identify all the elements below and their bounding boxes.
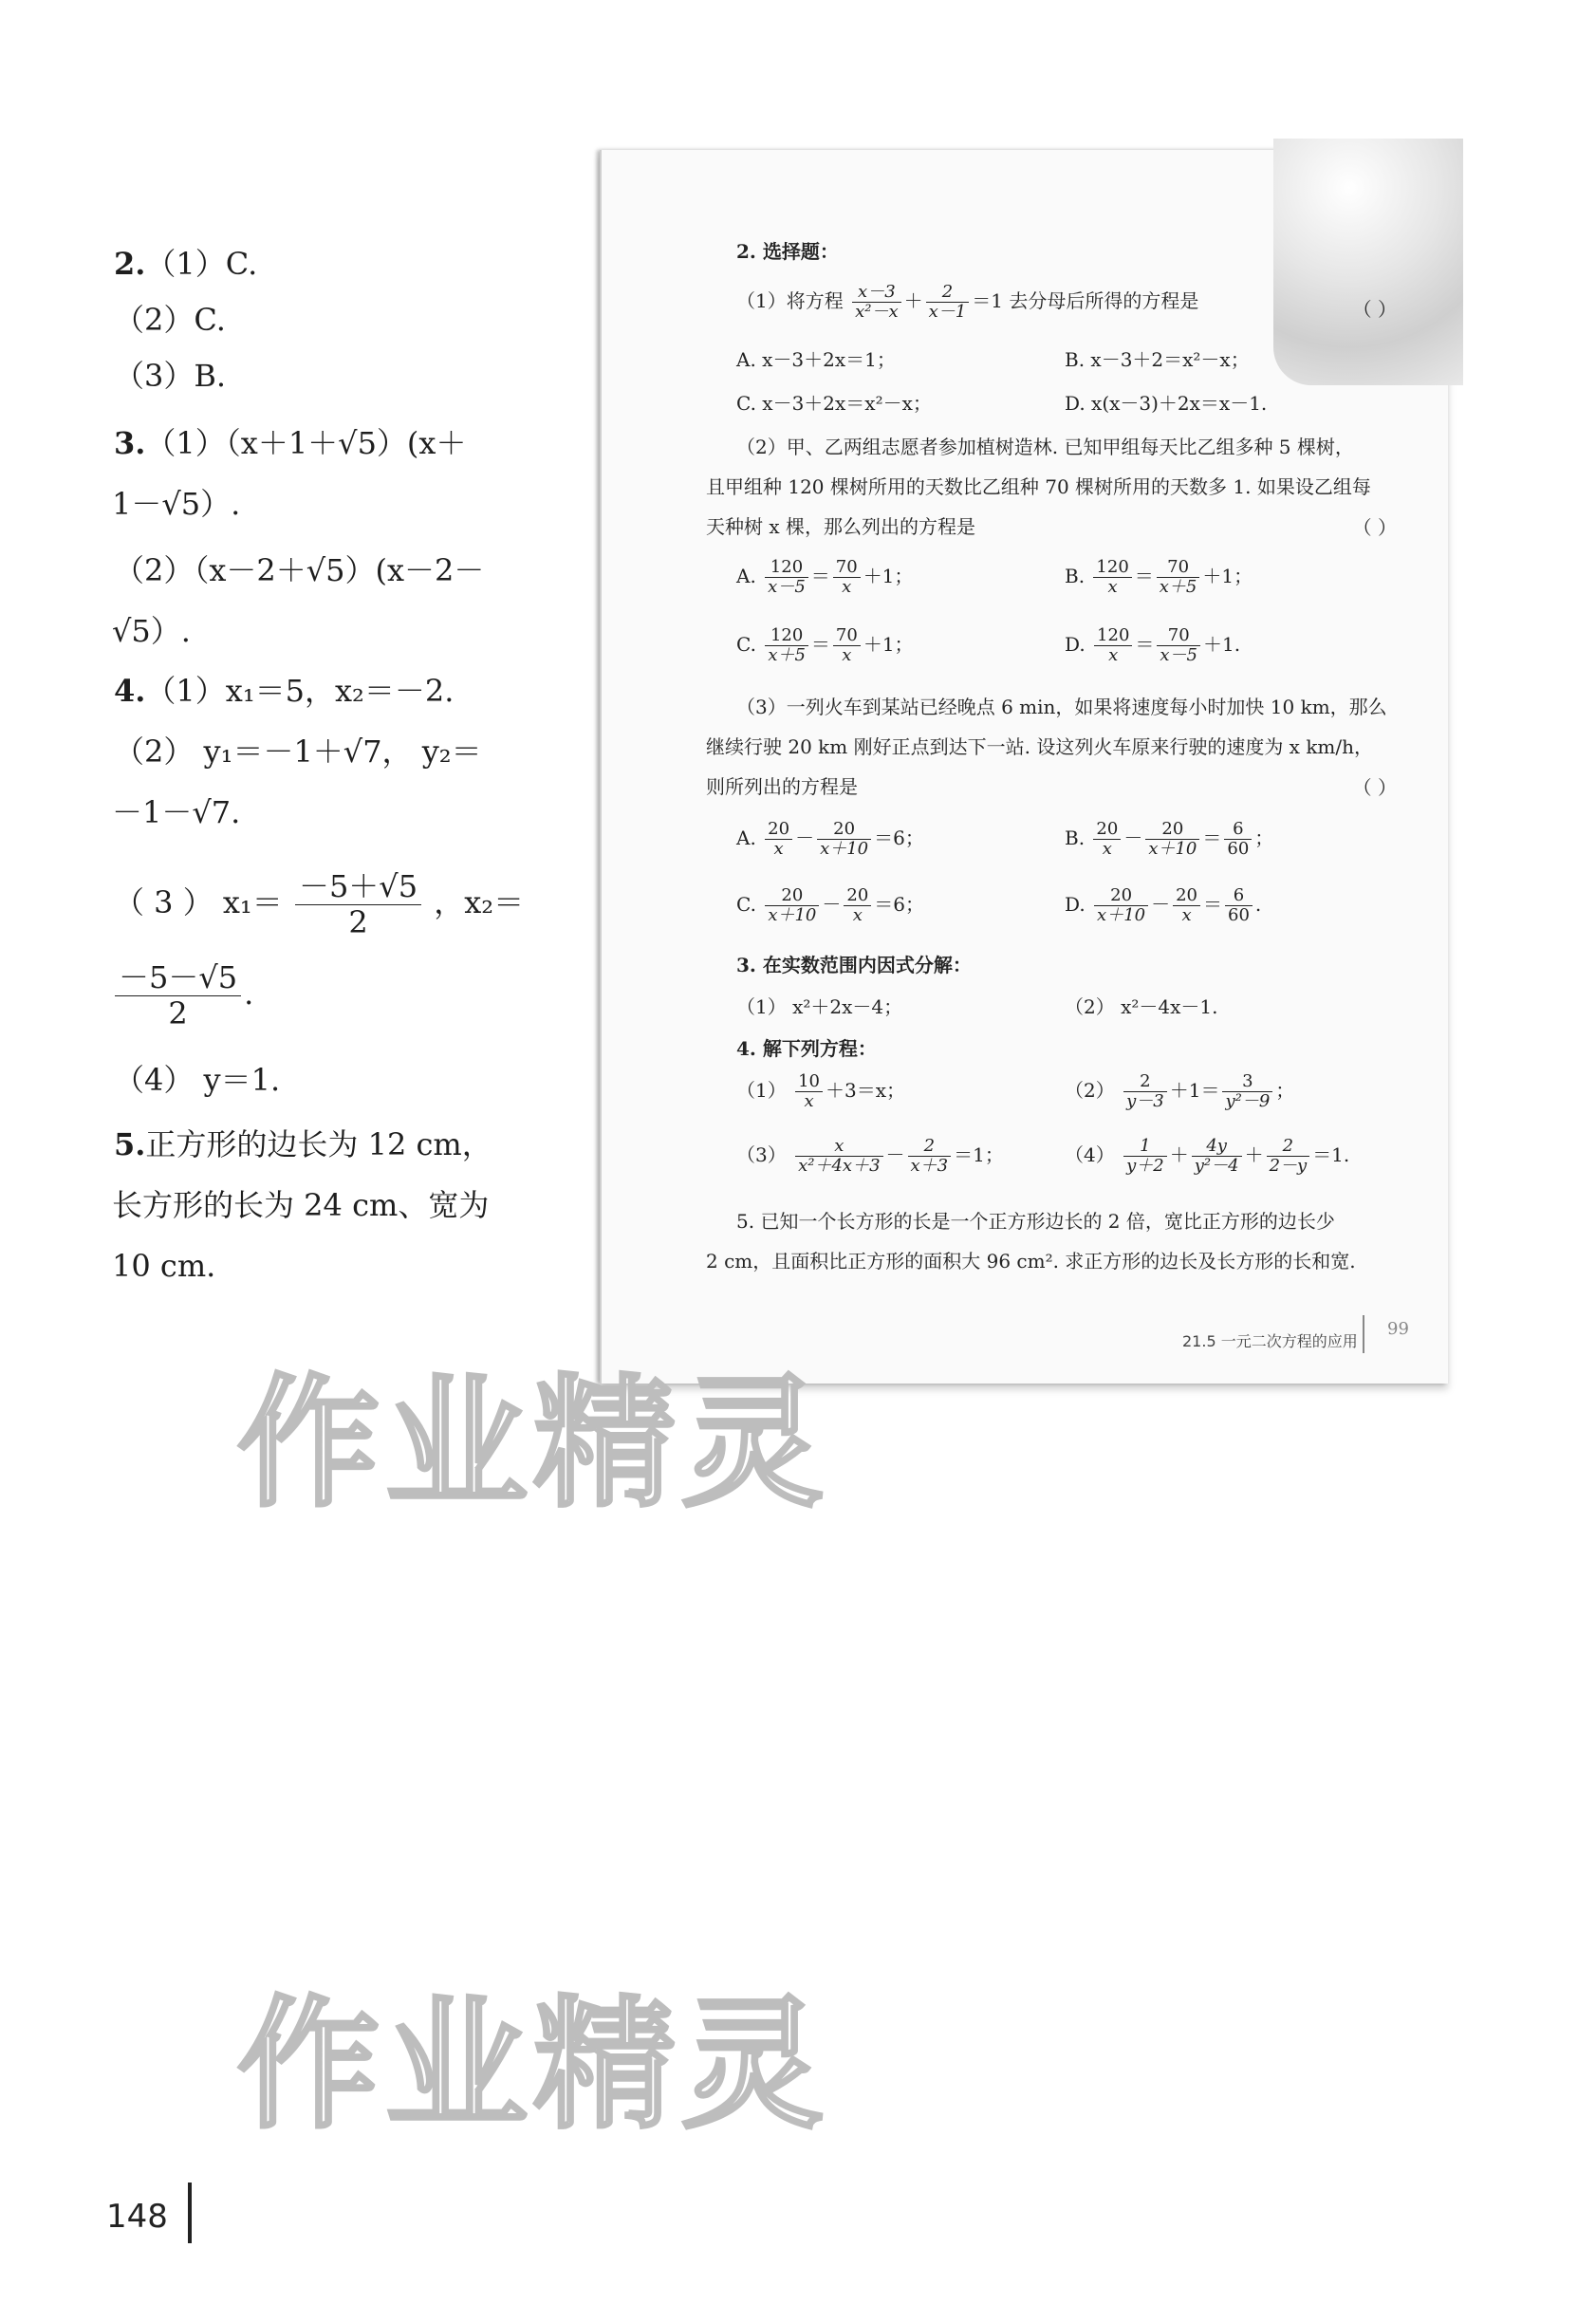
answer-4-2: （2） y₁＝－1＋√7， y₂＝ [114, 734, 482, 770]
footer-section-title: 21.5 一元二次方程的应用 [1182, 1332, 1358, 1350]
fraction: $\frac{1}{y+2}$ [1123, 1137, 1167, 1176]
answer-3-2: （2）（x－2＋√5）(x－2－ [114, 552, 485, 588]
answer-blank: （ ） [1352, 298, 1397, 321]
problem-2-3-line-3: 则所列出的方程是 [706, 775, 858, 798]
problem-2-2-line-2: 且甲组种 120 棵树所用的天数比乙组种 70 棵树所用的天数多 1. 如果设乙组每 [706, 475, 1371, 498]
page-corner-decoration [1273, 139, 1463, 385]
option-2-2-a: A. $\frac{120}{x-5}$ ＝ $\frac{70}{x}$ ＋1； [736, 557, 914, 597]
answer-4-3: （ 3 ） x₁＝ $\frac{-5+√5}{2}$ ，x₂＝ [114, 868, 525, 940]
page-number-bar [188, 2183, 192, 2243]
answer-2-2: （2）C. [114, 302, 226, 338]
textbook-page [600, 150, 1448, 1384]
problem-2-2-line-3: 天种树 x 棵，那么列出的方程是 [706, 515, 975, 538]
problem-3-2: （2） x²－4x－1. [1065, 995, 1218, 1018]
option-2-1-d: D. x(x－3)＋2x＝x－1. [1065, 392, 1268, 415]
option-2-2-d: D. $\frac{120}{x}$ ＝ $\frac{70}{x-5}$ ＋1. [1065, 625, 1241, 665]
problem-3-1: （1） x²＋2x－4； [736, 995, 903, 1018]
answer-5-cont-2: 10 cm. [112, 1248, 216, 1284]
watermark: 作业精灵 [237, 1362, 830, 1527]
option-2-1-c: C. x－3＋2x＝x²－x； [736, 392, 932, 415]
fraction: $\frac{2}{2-y}$ [1267, 1137, 1310, 1176]
section-3-heading: 3. 在实数范围内因式分解： [736, 954, 972, 976]
answer-3-2-cont: √5）. [112, 613, 191, 649]
answer-4-2-cont: －1－√7. [112, 794, 241, 830]
fraction: $\frac{2}{y-3}$ [1123, 1072, 1167, 1111]
answer-5-cont-1: 长方形的长为 24 cm、宽为 [112, 1187, 490, 1223]
fraction: $\frac{2}{x+3}$ [908, 1137, 952, 1176]
fraction: $\frac{-5-√5}{2}$ [115, 960, 241, 1031]
fraction: $\frac{6}{60}$ [1225, 886, 1253, 925]
answer-4-1: 4.（1）x₁＝5，x₂＝－2. [114, 673, 455, 709]
fraction: $\frac{120}{x}$ [1094, 626, 1132, 665]
option-2-1-b: B. x－3＋2＝x²－x； [1065, 348, 1250, 371]
problem-4-2: （2） $\frac{2}{y-3}$ ＋1＝ $\frac{3}{\text{y²－9}}$ ； [1065, 1071, 1295, 1111]
fraction: $\frac{70}{x}$ [833, 626, 861, 665]
fraction: $\frac{6}{60}$ [1224, 820, 1252, 859]
fraction: $\frac{10}{x}$ [795, 1072, 823, 1111]
answer-4-3-cont: $\frac{-5-√5}{2}$ . [112, 960, 253, 1031]
answer-4-4: （4） y＝1. [114, 1062, 281, 1098]
answer-3-1: 3.（1）（x＋1＋√5）(x＋ [114, 425, 467, 461]
page-number: 148 [106, 2198, 168, 2236]
fraction: $\frac{x}{\text{x²＋4x＋3}}$ [795, 1137, 882, 1176]
fraction: $\frac{20}{x}$ [1173, 886, 1200, 925]
fraction: $\frac{3}{\text{y²－9}}$ [1222, 1072, 1272, 1111]
option-2-3-c: C. $\frac{20}{x+10}$ － $\frac{20}{x}$ ＝6； [736, 885, 925, 925]
option-2-3-a: A. $\frac{20}{x}$ － $\frac{20}{x+10}$ ＝6； [736, 819, 924, 859]
fraction: $\frac{20}{x}$ [765, 820, 792, 859]
problem-5-line-1: 5. 已知一个长方形的长是一个正方形边长的 2 倍，宽比正方形的边长少 [736, 1210, 1335, 1233]
fraction: $\frac{x-3}{\text{x²－x}}$ [852, 283, 901, 322]
fraction: $\frac{20}{x}$ [1093, 820, 1121, 859]
fraction: $\frac{2}{x-1}$ [926, 283, 970, 322]
fraction: $\frac{70}{x+5}$ [1157, 558, 1200, 597]
fraction: $\frac{120}{x+5}$ [765, 626, 808, 665]
fraction: $\frac{20}{x}$ [844, 886, 871, 925]
problem-4-1: （1） $\frac{10}{x}$ ＋3＝x； [736, 1071, 906, 1111]
fraction: $\frac{20}{x+10}$ [765, 886, 819, 925]
problem-4-3: （3） $\frac{x}{\text{x²＋4x＋3}}$ － $\frac{2}{x+3}$ ＝1； [736, 1136, 1004, 1176]
problem-5-line-2: 2 cm，且面积比正方形的面积大 96 cm². 求正方形的边长及长方形的长和宽. [706, 1250, 1356, 1272]
answer-3-1-cont: 1－√5）. [112, 486, 241, 522]
problem-2-1: （1）将方程 $\frac{x-3}{\text{x²－x}}$ ＋ $\frac{2}{x-1}$ ＝1 去分母后所得的方程是 [736, 282, 1199, 322]
fraction: $\frac{20}{x+10}$ [1145, 820, 1199, 859]
problem-2-3-line-2: 继续行驶 20 km 刚好正点到达下一站. 设这列火车原来行驶的速度为 x km/h， [706, 735, 1374, 758]
option-2-1-a: A. x－3＋2x＝1； [736, 348, 896, 371]
watermark: 作业精灵 [237, 1983, 830, 2148]
section-4-heading: 4. 解下列方程： [736, 1037, 877, 1060]
fraction: $\frac{70}{x-5}$ [1157, 626, 1200, 665]
problem-2-3-line-1: （3）一列火车到某站已经晚点 6 min，如果将速度每小时加快 10 km，那么 [736, 696, 1387, 718]
answer-2-1: 2.（1）C. [114, 246, 258, 282]
fraction: $\frac{-5+√5}{2}$ [295, 869, 421, 940]
fraction: $\frac{120}{x-5}$ [765, 558, 808, 597]
option-2-3-d: D. $\frac{20}{x+10}$ － $\frac{20}{x}$ ＝ $\frac{6}{60}$ . [1065, 885, 1262, 925]
fraction: $\frac{70}{x}$ [833, 558, 861, 597]
problem-2-2-line-1: （2）甲、乙两组志愿者参加植树造林. 已知甲组每天比乙组多种 5 棵树， [736, 436, 1354, 458]
fraction: $\frac{20}{x+10}$ [817, 820, 871, 859]
fraction: $\frac{120}{x}$ [1093, 558, 1131, 597]
answer-blank: （ ） [1352, 516, 1397, 539]
section-2-heading: 2. 选择题： [736, 240, 839, 263]
option-2-3-b: B. $\frac{20}{x}$ － $\frac{20}{x+10}$ ＝ $\frac{6}{60}$ ； [1065, 819, 1274, 859]
fraction: $\frac{4y}{\text{y²－4}}$ [1192, 1137, 1242, 1176]
answer-5: 5.正方形的边长为 12 cm， [114, 1126, 492, 1162]
answer-blank: （ ） [1352, 776, 1397, 799]
option-2-2-c: C. $\frac{120}{x+5}$ ＝ $\frac{70}{x}$ ＋1； [736, 625, 914, 665]
footer-page-number: 99 [1387, 1319, 1409, 1339]
problem-4-4: （4） $\frac{1}{y+2}$ ＋ $\frac{4y}{\text{y²－4}}$ ＋ $\frac{2}{2-y}$ ＝1. [1065, 1136, 1350, 1176]
fraction: $\frac{20}{x+10}$ [1094, 886, 1148, 925]
answer-2-3: （3）B. [114, 358, 227, 394]
footer-divider [1363, 1315, 1364, 1353]
option-2-2-b: B. $\frac{120}{x}$ ＝ $\frac{70}{x+5}$ ＋1； [1065, 557, 1253, 597]
